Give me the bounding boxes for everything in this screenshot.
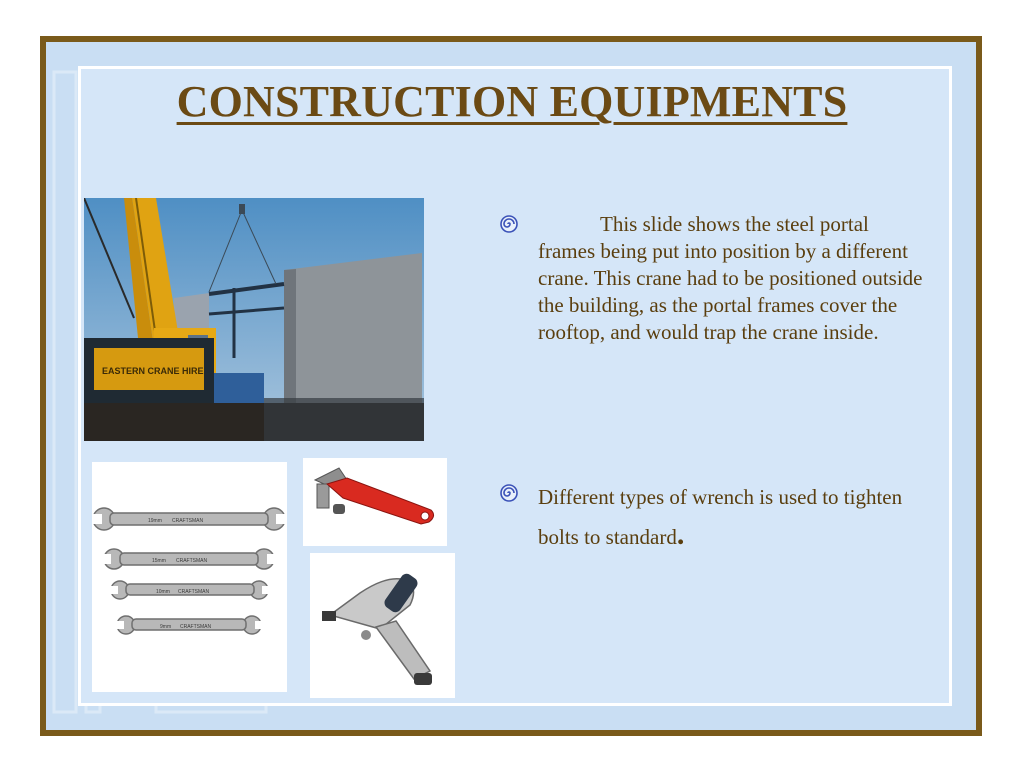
- swirl-bullet-icon: [500, 484, 518, 502]
- wrench-brand-3: CRAFTSMAN: [178, 589, 210, 595]
- swirl-bullet-icon: [500, 215, 518, 233]
- crane-sign-text: EASTERN CRANE HIRE: [102, 366, 204, 376]
- wrench-label-4: 9mm: [160, 624, 172, 630]
- bullet-1-text: This slide shows the steel portal frames being put into position by a different crane. This crane had to be positioned outside the building, as the portal frames cover the rooftop, and would trap the crane inside.: [538, 212, 923, 344]
- bullet-1: [500, 211, 925, 346]
- bullet-2: [500, 478, 920, 556]
- pipe-wrench-photo: [303, 458, 447, 546]
- wrench-set-photo: [92, 462, 287, 692]
- wrench-brand-4: CRAFTSMAN: [180, 624, 212, 630]
- bullet-2-period: .: [676, 518, 685, 551]
- crane-photo: [84, 198, 424, 441]
- wrench-label-3: 10mm: [156, 589, 170, 595]
- wrench-label-2: 15mm: [152, 558, 166, 564]
- slide-title: CONSTRUCTION EQUIPMENTS: [176, 77, 848, 126]
- impact-wrench-photo: [310, 553, 455, 698]
- wrench-brand-2: CRAFTSMAN: [176, 558, 208, 564]
- wrench-label-1: 19mm: [148, 518, 162, 524]
- bullet-2-text: Different types of wrench is used to tighten bolts to standard.: [538, 485, 903, 551]
- wrench-brand-1: CRAFTSMAN: [172, 518, 204, 524]
